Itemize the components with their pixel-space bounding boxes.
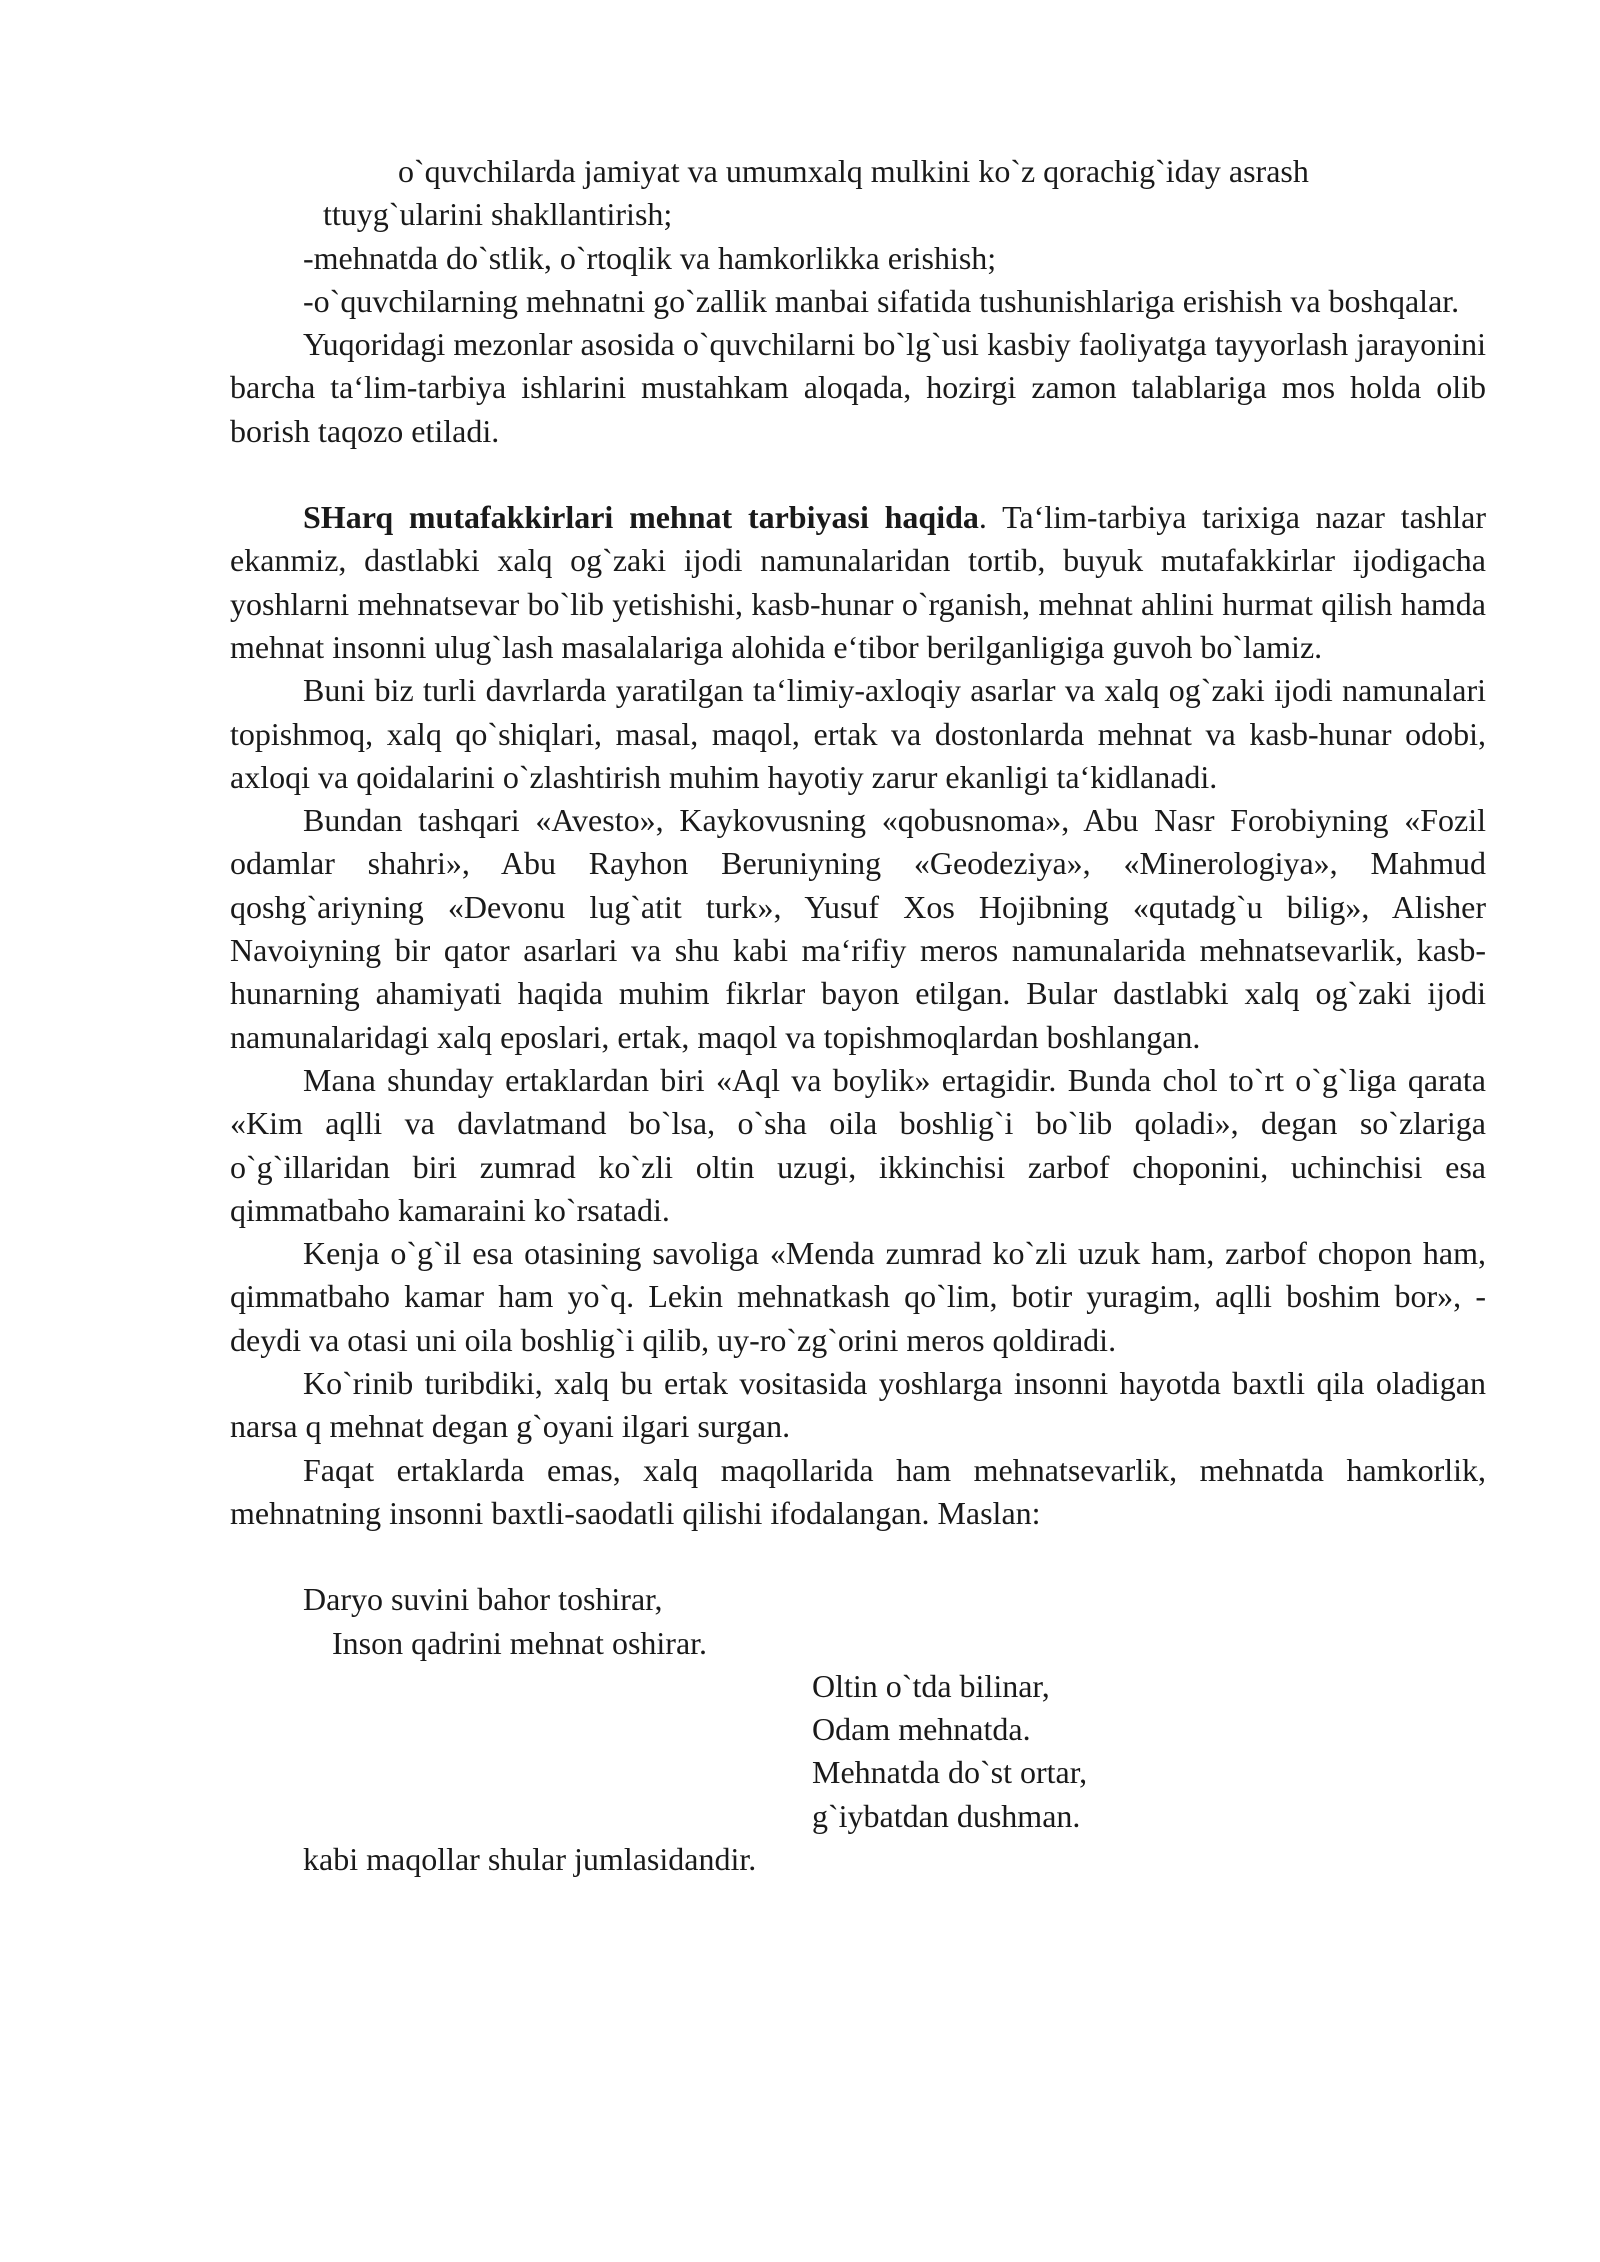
proverb-1-line-1: Daryo suvini bahor toshirar, <box>303 1581 663 1618</box>
paragraph-6: Buni biz turli davrlarda yaratilgan ta‘limiy-axloqiy asarlar va xalq og`zaki ijodi namunalari topishmoq, xalq qo`shiqlari, masal, maqol, ertak va dostonlarda mehnat va kasb-hunar odobi, axloqi va qoidalarini o`zlashtirish muhim hayotiy zarur ekanligi ta‘kidlanadi. <box>230 672 1486 795</box>
document-page <box>230 150 1486 1881</box>
proverb-3-line-1: Mehnatda do`st ortar, <box>812 1754 1088 1791</box>
closing-line: kabi maqollar shular jumlasidandir. <box>303 1840 757 1877</box>
paragraph-4: Yuqoridagi mezonlar asosida o`quvchilarni bo`lg`usi kasbiy faoliyatga tayyorlash jarayonini barcha ta‘lim-tarbiya ishlarini mustahkam aloqada, hozirgi zamon talablariga mos holda olib borish taqozo etiladi. <box>230 326 1486 449</box>
proverb-2-line-1: Oltin o`tda bilinar, <box>812 1667 1050 1704</box>
paragraph-3: -o`quvchilarning mehnatni go`zallik manbai sifatida tushunishlariga erishish va boshqalar. <box>303 282 1460 319</box>
paragraph-9: Kenja o`g`il esa otasining savoliga «Menda zumrad ko`zli uzuk ham, zarbof chopon ham, qimmatbaho kamar ham yo`q. Lekin mehnatkash qo`lim, botir yuragim, aqlli boshim bor», - deydi va otasi uni oila boshlig`i qilib, uy-ro`zg`orini meros qoldiradi. <box>230 1235 1486 1358</box>
paragraph-7: Bundan tashqari «Avesto», Kaykovusning «qobusnoma», Abu Nasr Forobiyning «Fozil odamlar shahri», Abu Rayhon Beruniyning «Geodeziya», «Minerologiya», Mahmud qoshg`ariyning «Devonu lug`atit turk», Yusuf Xos Hojibning «qutadg`u bilig», Alisher Navoiyning bir qator asarlari va shu kabi ma‘rifiy meros namunalarida mehnatsevarlik, kasb-hunarning ahamiyati haqida muhim fikrlar bayon etilgan. Bular dastlabki xalq og`zaki ijodi namunalaridagi xalq eposlari, ertak, maqol va topishmoqlardan boshlangan. <box>230 802 1486 1055</box>
spacer <box>230 1535 1486 1578</box>
proverb-3-line-2: g`iybatdan dushman. <box>812 1797 1081 1834</box>
paragraph-11: Faqat ertaklarda emas, xalq maqollarida ham mehnatsevarlik, mehnatda hamkorlik, mehnatning insonni baxtli-saodatli qilishi ifodalangan. Maslan: <box>230 1451 1486 1531</box>
proverb-1-line-2: Inson qadrini mehnat oshirar. <box>332 1624 708 1661</box>
paragraph-1-line-1: o`quvchilarda jamiyat va umumxalq mulkini ko`z qorachig`iday asrash <box>398 153 1309 189</box>
paragraph-5 <box>230 496 1486 669</box>
paragraph-1-line-2: ttuyg`ularini shakllantirish; <box>323 196 673 233</box>
paragraph-2: -mehnatda do`stlik, o`rtoqlik va hamkorlikka erishish; <box>303 239 997 276</box>
spacer <box>230 453 1486 496</box>
paragraph-10: Ko`rinib turibdiki, xalq bu ertak vositasida yoshlarga insonni hayotda baxtli qila oladigan narsa q mehnat degan g`oyani ilgari surgan. <box>230 1365 1486 1445</box>
paragraph-8: Mana shunday ertaklardan biri «Aql va boylik» ertagidir. Bunda chol to`rt o`g`liga qarata «Kim aqlli va davlatmand bo`lsa, o`sha oila boshlig`i bo`lib qoladi», degan so`zlariga o`g`illaridan biri zumrad ko`zli oltin uzugi, ikkinchisi zarbof choponini, uchinchisi esa qimmatbaho kamaraini ko`rsatadi. <box>230 1061 1486 1228</box>
paragraph-5-text: . Ta‘lim-tarbiya tarixiga nazar tashlar ekanmiz, dastlabki xalq og`zaki ijodi namunalaridan tortib, buyuk mutafakkirlar ijodigacha yoshlarni mehnatsevar bo`lib yetishishi, kasb-hunar o`rganish, mehnat ahlini hurmat qilish hamda mehnat insonni ulug`lash masalalariga alohida e‘tibor berilganligiga guvoh bo`lamiz. <box>230 499 1487 665</box>
section-heading: SHarq mutafakkirlari mehnat tarbiyasi haqida <box>303 499 979 536</box>
proverb-2-line-2: Odam mehnatda. <box>812 1711 1031 1748</box>
